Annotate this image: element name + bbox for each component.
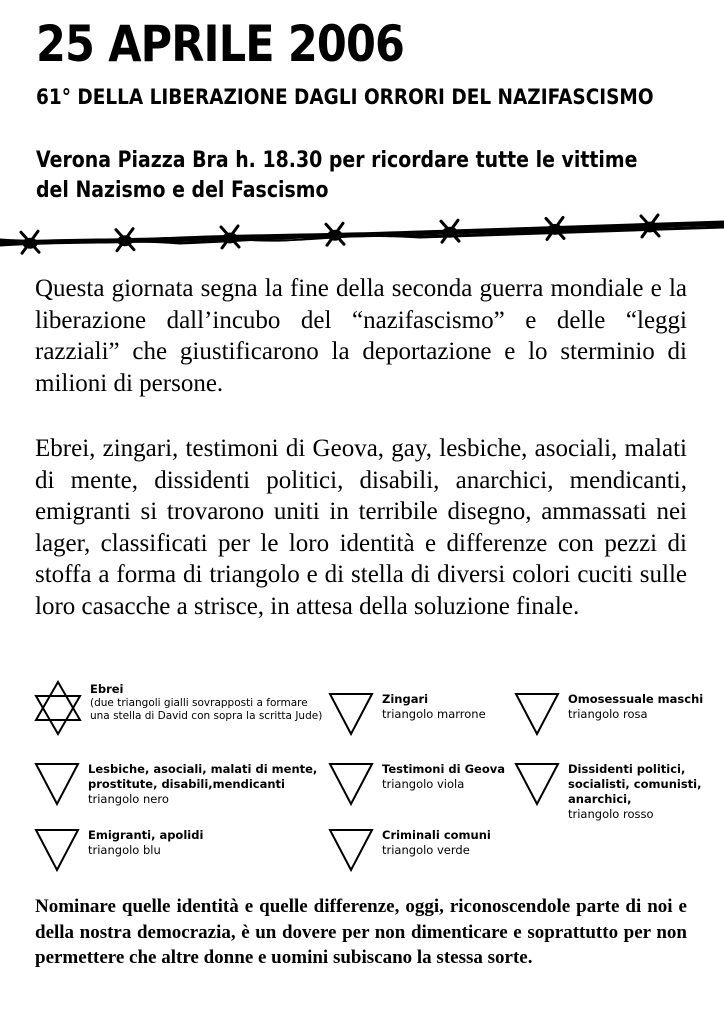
triangle-icon xyxy=(514,760,560,806)
triangle-icon xyxy=(514,690,560,736)
barb-knot xyxy=(549,225,561,233)
event-line-2: del Nazismo e del Fascismo xyxy=(36,178,329,203)
barbed-wire-divider xyxy=(0,206,724,256)
badge-testimoni-name: Testimoni di Geova xyxy=(382,762,505,776)
triangle-icon xyxy=(328,690,374,736)
badge-criminali xyxy=(328,826,491,872)
paragraph-victims: Ebrei, zingari, testimoni di Geova, gay, lesbiche, asociali, malati di mente, dissidenti politici, disabili, anarchici, mendicanti, emigranti si trovarono uniti in terribile disegno, ammassati nei lager, classificati per le loro identità e differenze con pezzi di stoffa a forma di triangolo e di stella di diversi colori cuciti sulle loro casacche a strisce, in attesa della soluzione finale. xyxy=(35,435,687,620)
badge-zingari-name: Zingari xyxy=(382,692,429,706)
barb-knot xyxy=(329,231,341,239)
barb-knot xyxy=(119,237,131,245)
badge-omosessuali xyxy=(514,690,703,736)
badge-zingari xyxy=(328,690,486,736)
badge-dissidenti-desc: triangolo rosso xyxy=(568,807,654,821)
badge-lesbiche-name-2: prostitute, disabili,mendicanti xyxy=(88,777,285,791)
badge-emigranti-desc: triangolo blu xyxy=(88,843,161,857)
badge-dissidenti-name-1: Dissidenti politici, xyxy=(568,762,686,776)
badge-lesbiche xyxy=(34,760,317,807)
triangle-icon xyxy=(34,760,80,806)
badge-dissidenti-name-2: socialisti, comunisti, xyxy=(568,777,702,791)
badge-criminali-desc: triangolo verde xyxy=(382,843,470,857)
closing-statement: Nominare quelle identità e quelle differenze, oggi, riconoscendole parte di noi e della nostra democrazia, è un dovere per non dimenticare e soprattutto per non permettere che altre donne e uomini subiscano la stessa sorte. xyxy=(35,896,687,968)
badge-dissidenti-name-3: anarchici, xyxy=(568,792,632,806)
badge-zingari-desc: triangolo marrone xyxy=(382,707,486,721)
badge-ebrei-name: Ebrei xyxy=(90,682,124,696)
badge-emigranti-name: Emigranti, apolidi xyxy=(88,828,204,842)
triangle-icon xyxy=(34,826,80,872)
barb-knot xyxy=(224,234,236,242)
barb-knot xyxy=(644,223,656,231)
badge-ebrei-desc-2: una stella di David con sopra la scritta Jude) xyxy=(90,710,323,722)
badge-lesbiche-name-1: Lesbiche, asociali, malati di mente, xyxy=(88,762,318,776)
page-title: 25 APRILE 2006 xyxy=(36,15,405,73)
triangle-icon xyxy=(328,760,374,806)
barb-knot xyxy=(24,239,36,247)
badge-testimoni xyxy=(328,760,505,806)
badge-dissidenti xyxy=(514,760,701,822)
badge-lesbiche-desc: triangolo nero xyxy=(88,792,169,806)
badge-omosessuali-name: Omosessuale maschi xyxy=(568,692,704,706)
badge-testimoni-desc: triangolo viola xyxy=(382,777,465,791)
event-line-1: Verona Piazza Bra h. 18.30 per ricordare tutte le vittime xyxy=(36,148,638,173)
paragraph-intro: Questa giornata segna la fine della seconda guerra mondiale e la liberazione dall’incubo del “nazifascismo” e delle “leggi razziali” che giustificarono la deportazione e lo sterminio di milioni di persone. xyxy=(35,275,687,397)
badge-criminali-name: Criminali comuni xyxy=(382,828,491,842)
event-info xyxy=(36,146,690,206)
star-of-david-icon xyxy=(34,680,82,736)
badge-omosessuali-desc: triangolo rosa xyxy=(568,707,648,721)
barb-knot xyxy=(444,228,456,236)
badge-ebrei xyxy=(34,680,322,736)
badge-emigranti xyxy=(34,826,203,872)
badge-ebrei-desc-1: (due triangoli gialli sovrapposti a formare xyxy=(90,697,308,709)
triangle-icon xyxy=(328,826,374,872)
page-subtitle: 61° DELLA LIBERAZIONE DAGLI ORRORI DEL NAZIFASCISMO xyxy=(36,85,654,109)
